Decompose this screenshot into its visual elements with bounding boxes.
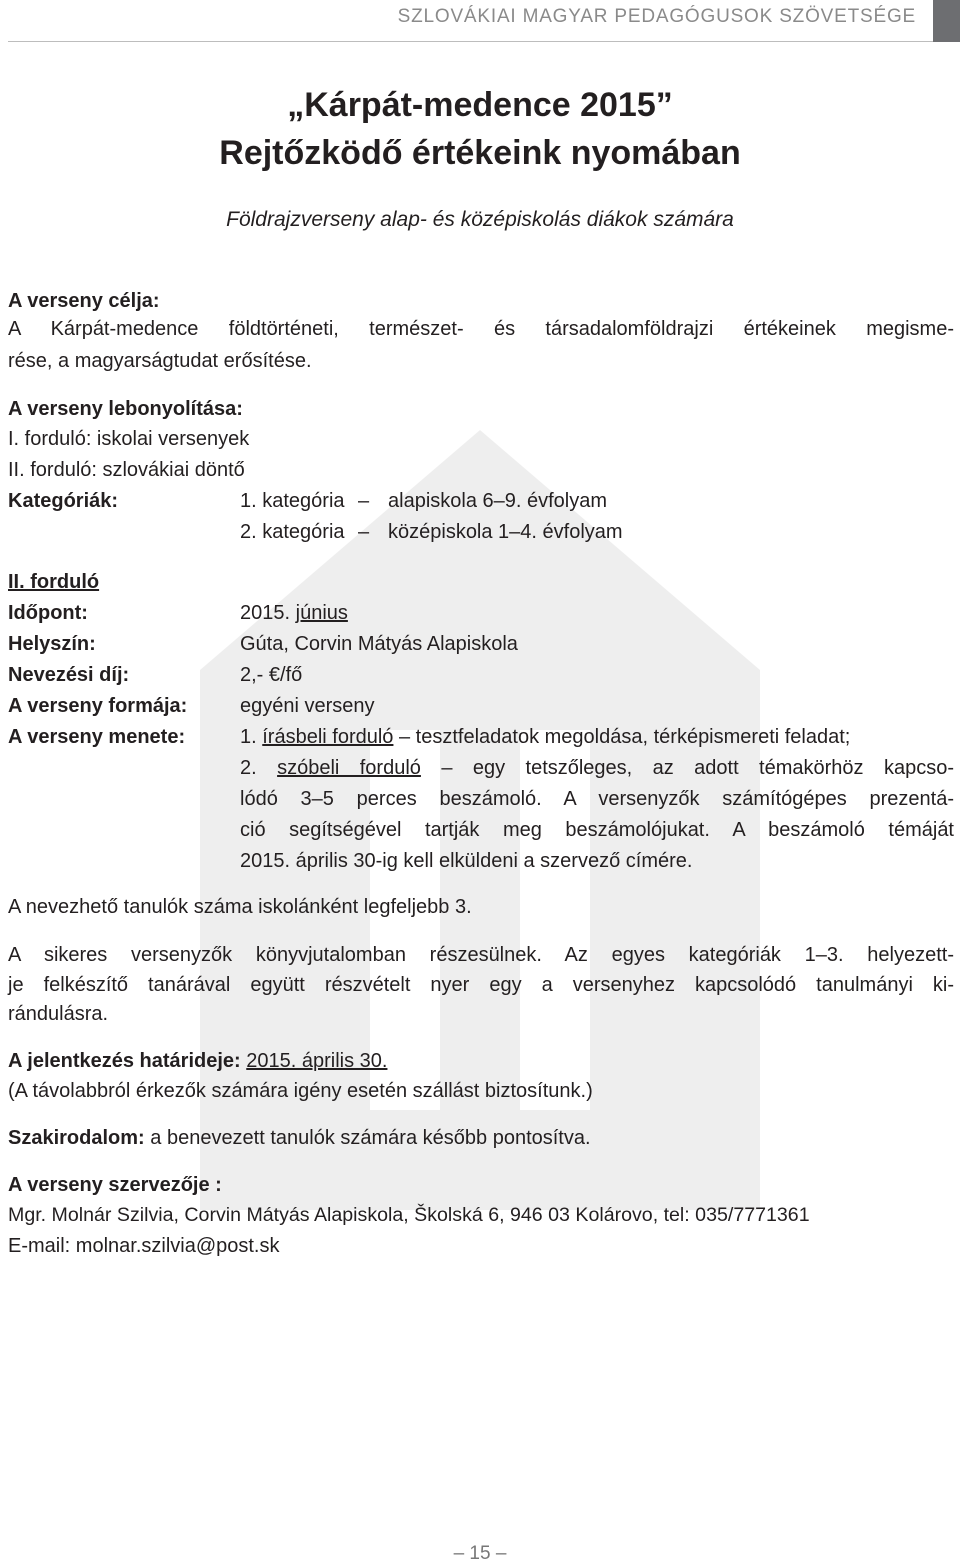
course-line-5: 2015. április 30-ig kell elküldeni a szervező címére. [240,850,693,872]
title-line-2: Rejtőzködő értékeink nyomában [219,134,741,172]
form-label: A verseny formája: [8,695,188,717]
literature-text: a benevezett tanulók számára később pontosítva. [150,1127,591,1149]
accommodation-note: (A távolabbról érkezők számára igény esetén szállást biztosítunk.) [8,1080,593,1102]
course-line-3: lódó 3–5 perces beszámoló. A versenyzők számítógépes prezentá- [240,788,954,810]
fee-value: 2,- €/fő [240,664,303,686]
organizer-email: E-mail: molnar.szilvia@post.sk [8,1235,280,1257]
header-organization: SZLOVÁKIAI MAGYAR PEDAGÓGUSOK SZÖVETSÉGE [397,6,916,27]
place-value: Gúta, Corvin Mátyás Alapiskola [240,633,518,655]
date-value-month: június [295,602,348,624]
date-label: Időpont: [8,602,88,624]
page-number: – 15 – [453,1543,507,1564]
deadline-label: A jelentkezés határideje: [8,1050,241,1072]
deadline-date: 2015. április 30. [246,1050,388,1072]
place-label: Helyszín: [8,633,96,655]
goal-text-line-2: rése, a magyarságtudat erősítése. [8,350,312,372]
prizes-line-3: rándulásra. [8,1003,109,1025]
categories-label: Kategóriák: [8,490,119,512]
round-1-text: I. forduló: iskolai versenyek [8,428,250,450]
category-2-value: középiskola 1–4. évfolyam [388,521,623,543]
category-2-name: 2. kategória [240,521,345,543]
course-line-2 [240,753,954,783]
literature-label: Szakirodalom: [8,1127,145,1149]
max-students-text: A nevezhető tanulók száma iskolánként legfeljebb 3. [8,896,472,918]
category-2-dash: – [358,521,370,543]
organizer-heading: A verseny szervezője : [8,1174,222,1196]
organization-heading: A verseny lebonyolítása: [8,398,243,420]
category-1-name: 1. kategória [240,490,345,512]
form-value: egyéni verseny [240,695,375,717]
prizes-line-1: A sikeres versenyzők könyvjutalomban részesülnek. Az egyes kategóriák 1–3. helyezett- [8,944,954,966]
fee-label: Nevezési díj: [8,664,130,686]
subtitle: Földrajzverseny alap- és középiskolás diákok számára [226,208,734,231]
course-line-2-text: – egy tetszőleges, az adott témakörhöz kapcso- [441,757,954,779]
goal-heading: A verseny célja: [8,290,160,312]
goal-text-line-1: A Kárpát-medence földtörténeti, természet- és társadalomföldrajzi értékeinek megisme- [8,318,954,340]
prizes-line-2: je felkészítő tanárával együtt részvételt nyer egy a versenyhez kapcsolódó tanulmányi ki- [8,974,954,996]
category-1-dash: – [358,490,370,512]
literature-line [8,1123,591,1153]
course-label: A verseny menete: [8,726,186,748]
header-box [933,0,960,42]
course-line-2-number: 2. [240,757,257,779]
course-line-1-text: – tesztfeladatok megoldása, térképismereti feladat; [399,726,851,748]
course-line-4: ció segítségével tartják meg beszámolójukat. A beszámoló témáját [240,819,954,841]
date-value [240,598,348,628]
course-line-1-number: 1. [240,726,257,748]
deadline-line [8,1046,387,1076]
organizer-contact: Mgr. Molnár Szilvia, Corvin Mátyás Alapiskola, Školská 6, 946 03 Kolárovo, tel: 035/7771361 [8,1204,810,1226]
round-2-text: II. forduló: szlovákiai döntő [8,459,245,481]
category-1-value: alapiskola 6–9. évfolyam [388,490,608,512]
round-2-heading: II. forduló [8,571,100,593]
written-round-label: írásbeli forduló [262,726,394,748]
oral-round-label: szóbeli forduló [277,757,421,779]
date-value-year: 2015. [240,602,291,624]
header-rule [8,41,933,42]
course-line-1 [240,722,850,752]
title-line-1: „Kárpát-medence 2015” [287,86,673,124]
